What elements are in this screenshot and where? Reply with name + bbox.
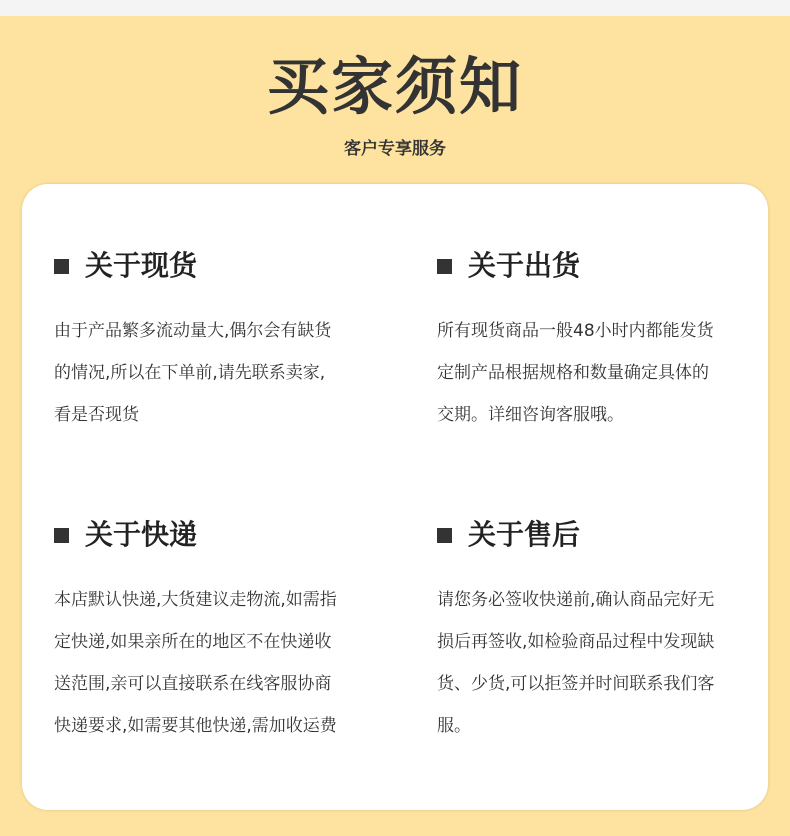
section-heading xyxy=(54,246,354,286)
section-shipping xyxy=(437,246,737,436)
section-aftersale xyxy=(437,515,737,747)
section-heading xyxy=(437,515,737,555)
section-heading xyxy=(437,246,737,286)
section-heading xyxy=(54,515,354,555)
square-bullet-icon xyxy=(54,259,69,274)
body-line: 服。 xyxy=(437,716,471,736)
body-line: 定快递,如果亲所在的地区不在快递收 xyxy=(54,632,332,652)
body-line: 请您务必签收快递前,确认商品完好无 xyxy=(437,590,715,610)
section-title: 关于出货 xyxy=(468,249,581,282)
body-line: 损后再签收,如检验商品过程中发现缺 xyxy=(437,632,715,652)
body-line: 所有现货商品一般48小时内都能发货 xyxy=(437,321,714,341)
section-body xyxy=(437,310,737,436)
body-line: 快递要求,如需要其他快递,需加收运费 xyxy=(54,716,337,736)
body-line: 交期。详细咨询客服哦。 xyxy=(437,405,624,425)
square-bullet-icon xyxy=(437,259,452,274)
section-body xyxy=(54,310,354,436)
page-subtitle: 客户专享服务 xyxy=(344,139,446,159)
section-title: 关于快递 xyxy=(85,518,198,551)
body-line: 的情况,所以在下单前,请先联系卖家, xyxy=(54,363,326,383)
section-body xyxy=(54,579,354,747)
body-line: 送范围,亲可以直接联系在线客服协商 xyxy=(54,674,332,694)
section-title: 关于售后 xyxy=(468,518,581,551)
square-bullet-icon xyxy=(437,528,452,543)
body-line: 货、少货,可以拒签并时间联系我们客 xyxy=(437,674,715,694)
section-body xyxy=(437,579,737,747)
section-stock xyxy=(54,246,354,436)
page-title: 买家须知 xyxy=(266,50,523,123)
top-strip xyxy=(0,0,790,16)
section-title: 关于现货 xyxy=(85,249,198,282)
body-line: 定制产品根据规格和数量确定具体的 xyxy=(437,363,709,383)
body-line: 看是否现货 xyxy=(54,405,139,425)
square-bullet-icon xyxy=(54,528,69,543)
body-line: 由于产品繁多流动量大,偶尔会有缺货 xyxy=(54,321,332,341)
section-express xyxy=(54,515,354,747)
body-line: 本店默认快递,大货建议走物流,如需指 xyxy=(54,590,337,610)
